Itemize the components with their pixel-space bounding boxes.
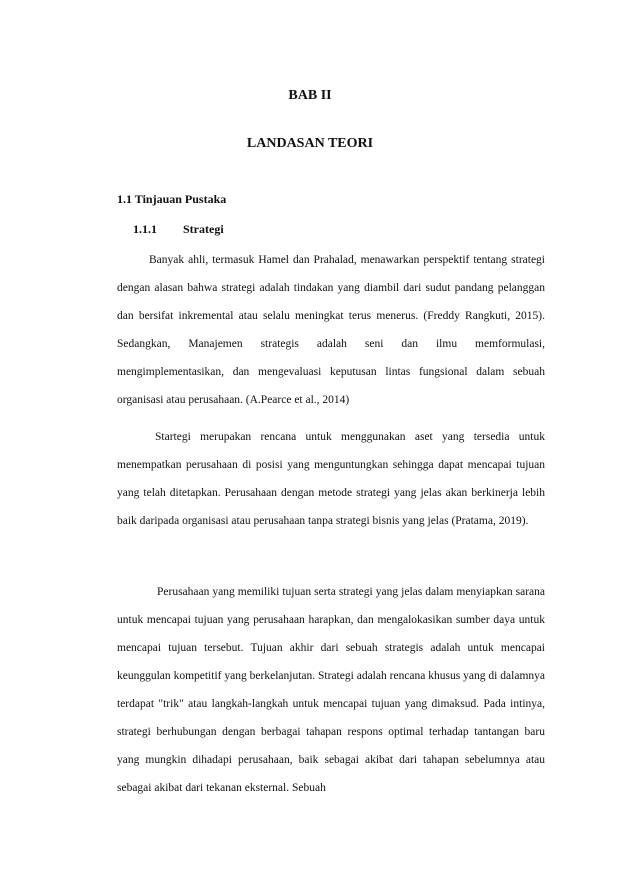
paragraph: Banyak ahli, termasuk Hamel dan Prahalad, menawarkan perspektif tentang strategi dengan alasan bahwa strategi adalah tindakan yang diambil dari sudut pandang pelanggan dan bersifat inkremental atau selalu meningkat terus menerus. (Freddy Rangkuti, 2015). Sedangkan, Manajemen strategis adalah seni dan ilmu memformulasi, mengimplementasikan, dan mengevaluasi keputusan lintas fungsional dalam sebuah organisasi atau perusahaan. (A.Pearce et al., 2014) [117,254,545,406]
paragraph: Perusahaan yang memiliki tujuan serta strategi yang jelas dalam menyiapkan sarana untuk mencapai tujuan yang perusahaan harapkan, dan mengalokasikan sumber daya untuk mencapai tujuan tersebut. Tujuan akhir dari sebuah strategis adalah untuk mencapai keunggulan kompetitif yang berkelanjutan. Strategi adalah rencana khusus yang di dalamnya terdapat "trik" atau langkah-langkah untuk mencapai tujuan yang dimaksud. Pada intinya, strategi berhubungan dengan berbagai tahapan respons optimal terhadap tantangan baru yang mungkin dihadapi perusahaan, baik sebagai akibat dari tahapan sebelumnya atau sebagai akibat dari tekanan eksternal. Sebuah [117,586,545,794]
subsection-title: Strategi [183,222,224,236]
chapter-title: LANDASAN TEORI [246,136,374,151]
chapter-number: BAB II [288,88,332,103]
section-heading: 1.1 Tinjauan Pustaka [117,192,227,206]
paragraph: Startegi merupakan rencana untuk menggunakan aset yang tersedia untuk menempatkan perusahaan di posisi yang menguntungkan sehingga dapat mencapai tujuan yang telah ditetapkan. Perusahaan dengan metode strategi yang jelas akan berkinerja lebih baik daripada organisasi atau perusahaan tanpa strategi bisnis yang jelas (Pratama, 2019). [117,431,545,527]
subsection-number: 1.1.1 [133,222,157,236]
subsection-heading [133,222,224,237]
